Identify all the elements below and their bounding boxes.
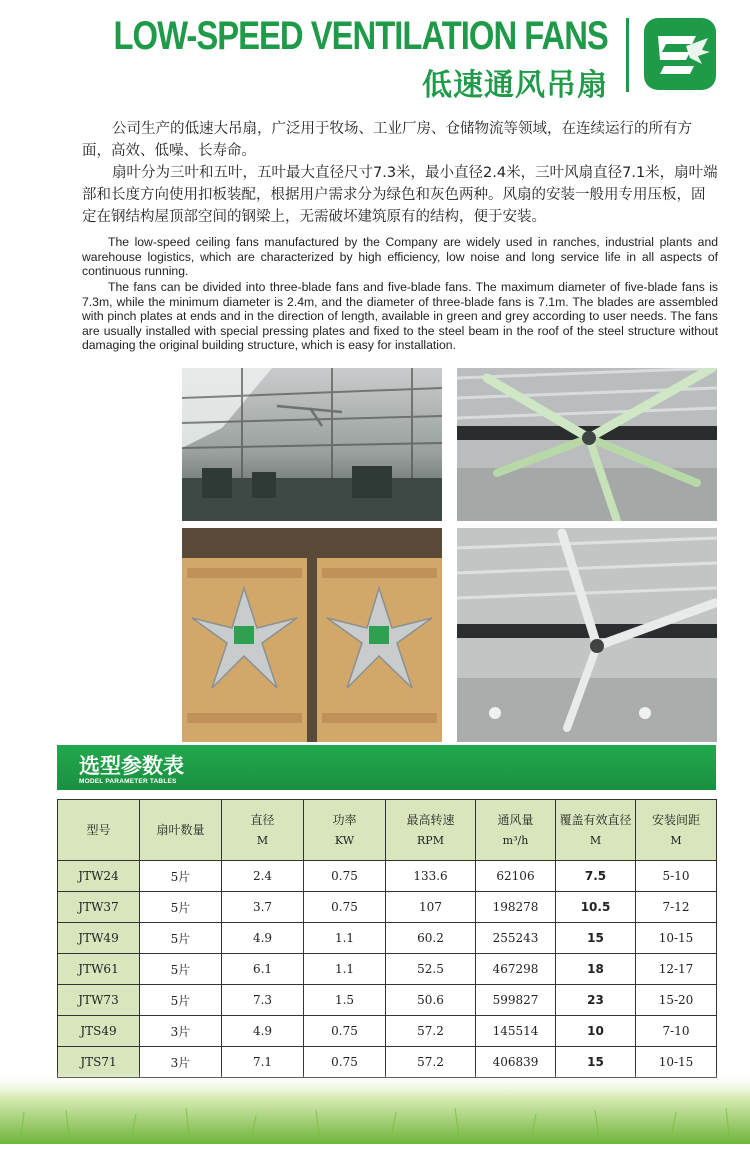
cell-airflow: 255243 bbox=[476, 923, 556, 954]
intro-en-paragraph-2: The fans can be divided into three-blade fans and five-blade fans. The maximum diameter of five-blade fans is 7.3m, while the minimum diameter is 2.4m, and the diameter of three-blade fans is 7.1m. The blades are assembled with pinch plates at ends and in the direction of length, available in green and grey according to user needs. The fans are usually installed with special pressing plates and fixed to the steel beam in the roof of the steel structure without damaging the original building structure, which is easy for installation. bbox=[82, 280, 718, 353]
title-english: LOW-SPEED VENTILATION FANS bbox=[113, 14, 608, 58]
cell-diameter: 4.9 bbox=[222, 1016, 304, 1047]
cell-airflow: 198278 bbox=[476, 892, 556, 923]
cell-coverage: 10.5 bbox=[556, 892, 636, 923]
cell-coverage: 18 bbox=[556, 954, 636, 985]
cell-airflow: 406839 bbox=[476, 1047, 556, 1078]
cell-blades: 3片 bbox=[140, 1016, 222, 1047]
cell-max-speed: 60.2 bbox=[386, 923, 476, 954]
cell-power: 0.75 bbox=[304, 1047, 386, 1078]
cell-model: JTS71 bbox=[58, 1047, 140, 1078]
col-header-airflow: 通风量 m³/h bbox=[476, 800, 556, 861]
cell-diameter: 6.1 bbox=[222, 954, 304, 985]
company-logo-icon bbox=[642, 16, 718, 92]
photo-packaged-fans bbox=[182, 528, 442, 742]
photo-factory-fan bbox=[182, 368, 442, 521]
cell-max-speed: 57.2 bbox=[386, 1047, 476, 1078]
table-title-chinese: 选型参数表 bbox=[79, 754, 184, 778]
cell-spacing: 7-12 bbox=[636, 892, 717, 923]
intro-cn-paragraph-1: 公司生产的低速大吊扇，广泛用于牧场、工业厂房、仓储物流等领域，在连续运行的所有方面，高效、低噪、长寿命。 bbox=[82, 121, 692, 159]
cell-airflow: 62106 bbox=[476, 861, 556, 892]
col-header-diameter: 直径 M bbox=[222, 800, 304, 861]
grass-footer-decoration bbox=[0, 1072, 750, 1144]
cell-coverage: 15 bbox=[556, 1047, 636, 1078]
table-row bbox=[58, 923, 717, 954]
cell-spacing: 5-10 bbox=[636, 861, 717, 892]
col-header-coverage: 覆盖有效直径 M bbox=[556, 800, 636, 861]
cell-diameter: 3.7 bbox=[222, 892, 304, 923]
intro-en-paragraph-1: The low-speed ceiling fans manufactured by the Company are widely used in ranches, industrial plants and warehouse logistics, which are characterized by high efficiency, low noise and long service life in all aspects of continuous running. bbox=[82, 235, 718, 279]
cell-max-speed: 50.6 bbox=[386, 985, 476, 1016]
cell-blades: 5片 bbox=[140, 923, 222, 954]
cell-spacing: 10-15 bbox=[636, 923, 717, 954]
cell-power: 1.5 bbox=[304, 985, 386, 1016]
title-chinese: 低速通风吊扇 bbox=[422, 68, 608, 103]
cell-max-speed: 107 bbox=[386, 892, 476, 923]
cell-power: 0.75 bbox=[304, 861, 386, 892]
cell-blades: 5片 bbox=[140, 861, 222, 892]
table-row bbox=[58, 892, 717, 923]
cell-blades: 3片 bbox=[140, 1047, 222, 1078]
cell-spacing: 12-17 bbox=[636, 954, 717, 985]
cell-airflow: 599827 bbox=[476, 985, 556, 1016]
table-row bbox=[58, 985, 717, 1016]
cell-blades: 5片 bbox=[140, 985, 222, 1016]
cell-diameter: 4.9 bbox=[222, 923, 304, 954]
cell-model: JTW73 bbox=[58, 985, 140, 1016]
photo-green-fan bbox=[457, 368, 717, 521]
cell-diameter: 2.4 bbox=[222, 861, 304, 892]
cell-power: 1.1 bbox=[304, 954, 386, 985]
cell-model: JTW49 bbox=[58, 923, 140, 954]
cell-spacing: 15-20 bbox=[636, 985, 717, 1016]
cell-spacing: 7-10 bbox=[636, 1016, 717, 1047]
cell-blades: 5片 bbox=[140, 954, 222, 985]
cell-diameter: 7.3 bbox=[222, 985, 304, 1016]
cell-diameter: 7.1 bbox=[222, 1047, 304, 1078]
col-header-model: 型号 bbox=[58, 800, 140, 861]
table-header-row bbox=[58, 800, 717, 861]
cell-model: JTW24 bbox=[58, 861, 140, 892]
table-row bbox=[58, 1016, 717, 1047]
col-header-max-speed: 最高转速 RPM bbox=[386, 800, 476, 861]
photo-grey-fan bbox=[457, 528, 717, 742]
table-row bbox=[58, 861, 717, 892]
cell-coverage: 7.5 bbox=[556, 861, 636, 892]
cell-airflow: 467298 bbox=[476, 954, 556, 985]
table-title-banner bbox=[57, 745, 716, 790]
cell-model: JTS49 bbox=[58, 1016, 140, 1047]
cell-max-speed: 133.6 bbox=[386, 861, 476, 892]
table-title-english: MODEL PARAMETER TABLES bbox=[79, 778, 177, 785]
title-divider bbox=[626, 18, 629, 92]
col-header-blades: 扇叶数量 bbox=[140, 800, 222, 861]
cell-coverage: 23 bbox=[556, 985, 636, 1016]
cell-spacing: 10-15 bbox=[636, 1047, 717, 1078]
col-header-spacing: 安装间距 M bbox=[636, 800, 717, 861]
cell-airflow: 145514 bbox=[476, 1016, 556, 1047]
cell-max-speed: 52.5 bbox=[386, 954, 476, 985]
cell-power: 1.1 bbox=[304, 923, 386, 954]
cell-max-speed: 57.2 bbox=[386, 1016, 476, 1047]
cell-power: 0.75 bbox=[304, 892, 386, 923]
page-header bbox=[0, 0, 750, 110]
intro-cn-paragraph-2: 扇叶分为三叶和五叶，五叶最大直径尺寸7.3米，最小直径2.4米，三叶风扇直径7.1米，扇叶端部和长度方向使用扣板装配，根据用户需求分为绿色和灰色两种。风扇的安装一般用专用压板，固定在钢结构屋顶部空间的钢梁上，无需破坏建筑原有的结构，便于安装。 bbox=[82, 165, 718, 225]
col-header-power: 功率 KW bbox=[304, 800, 386, 861]
cell-blades: 5片 bbox=[140, 892, 222, 923]
cell-coverage: 10 bbox=[556, 1016, 636, 1047]
model-parameter-table bbox=[57, 799, 717, 1078]
cell-model: JTW37 bbox=[58, 892, 140, 923]
cell-power: 0.75 bbox=[304, 1016, 386, 1047]
table-row bbox=[58, 954, 717, 985]
cell-model: JTW61 bbox=[58, 954, 140, 985]
cell-coverage: 15 bbox=[556, 923, 636, 954]
